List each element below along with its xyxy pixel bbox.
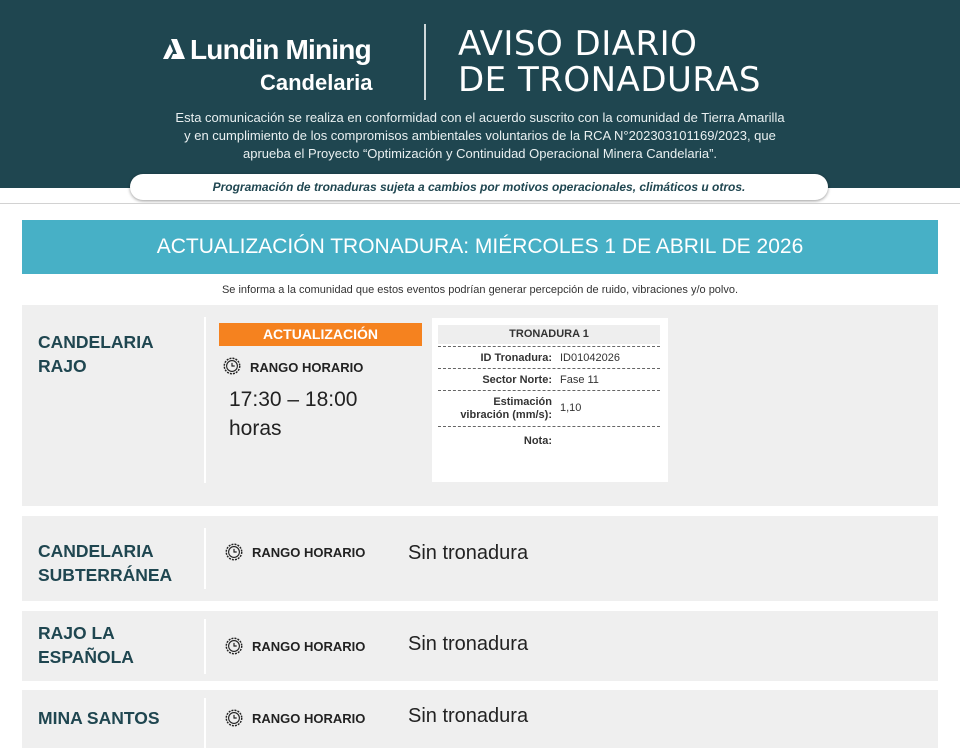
card-name-line-2: ESPAÑOLA	[38, 647, 134, 667]
title-line-1: AVISO DIARIO	[458, 24, 698, 64]
rango-horario-label: RANGO HORARIO	[250, 360, 364, 375]
intro-line-1: Esta comunicación se realiza en conformidad con el acuerdo suscrito con la comunidad de Tierra Amarilla	[175, 110, 785, 125]
brand-name: Lundin Mining	[190, 34, 371, 65]
card-mina-santos	[22, 690, 938, 748]
info-value: Fase 11	[560, 374, 599, 386]
community-notice: Se informa a la comunidad que estos eventos podrían generar percepción de ruido, vibraciones y/o polvo.	[221, 284, 739, 296]
intro-line-3: aprueba el Proyecto “Optimización y Continuidad Operacional Minera Candelaria”.	[242, 146, 718, 161]
brand-sub: Candelaria	[260, 70, 373, 95]
card-name-line-1: RAJO LA	[38, 623, 115, 643]
intro-text	[70, 109, 890, 163]
card-separator	[204, 317, 206, 483]
intro-line-2: y en cumplimiento de los compromisos ambientales voluntarios de la RCA N°202303101169/2023, que	[184, 128, 776, 143]
update-banner: ACTUALIZACIÓN TRONADURA: MIÉRCOLES 1 DE ABRIL DE 2026	[22, 220, 938, 274]
rango-horario-label: RANGO HORARIO	[252, 711, 366, 726]
tronadura-info-box	[432, 318, 668, 482]
info-label: Sector Norte:	[482, 374, 552, 386]
info-label: ID Tronadura:	[480, 352, 552, 364]
card-name-line-1: MINA SANTOS	[38, 708, 160, 728]
status-sin-tronadura: Sin tronadura	[408, 542, 529, 564]
rango-horario-label: RANGO HORARIO	[252, 639, 366, 654]
card-name-line-1: CANDELARIA	[38, 541, 154, 561]
card-separator	[204, 619, 206, 674]
card-candelaria-rajo	[22, 305, 938, 506]
clock-icon	[225, 543, 243, 561]
card-separator	[204, 528, 206, 589]
card-name-line-2: RAJO	[38, 356, 87, 376]
card-rajo-la-espanola	[22, 611, 938, 681]
card-name	[38, 706, 160, 730]
status-sin-tronadura: Sin tronadura	[408, 705, 529, 727]
card-name	[38, 539, 172, 587]
info-row-sector	[438, 368, 660, 391]
update-badge: ACTUALIZACIÓN	[219, 323, 422, 346]
info-label	[460, 396, 552, 422]
info-label-line-2: vibración (mm/s):	[460, 409, 552, 421]
rango-horario-label: RANGO HORARIO	[252, 545, 366, 560]
clock-icon	[225, 709, 243, 727]
hours-range-value: 17:30 – 18:00	[229, 388, 358, 411]
header	[0, 0, 960, 188]
lundin-logo	[162, 34, 384, 96]
card-name	[38, 330, 154, 378]
card-name-line-2: SUBTERRÁNEA	[38, 565, 173, 585]
info-row-id	[438, 346, 660, 369]
info-label-line-1: Estimación	[493, 396, 552, 408]
info-label: Nota:	[523, 435, 552, 447]
info-row-vibracion	[438, 390, 660, 427]
divider	[0, 203, 960, 204]
card-candelaria-subterranea	[22, 516, 938, 601]
title-line-2: DE TRONADURAS	[458, 60, 761, 100]
disclaimer-pill: Programación de tronaduras sujeta a cambios por motivos operacionales, climáticos u otros.	[130, 174, 828, 200]
info-value: 1,10	[560, 402, 582, 414]
card-name-line-1: CANDELARIA	[38, 332, 154, 352]
header-divider	[424, 24, 426, 100]
card-separator	[204, 698, 206, 748]
info-box-title: TRONADURA 1	[438, 325, 660, 344]
hours-range	[229, 385, 357, 443]
lundin-mountain-icon	[162, 38, 186, 60]
clock-icon	[225, 637, 243, 655]
clock-icon	[223, 357, 241, 375]
status-sin-tronadura: Sin tronadura	[408, 633, 529, 655]
info-value: ID01042026	[560, 352, 620, 364]
card-name	[38, 621, 134, 669]
hours-unit: horas	[229, 417, 282, 440]
page-title	[458, 26, 761, 98]
info-row-nota	[438, 426, 660, 449]
